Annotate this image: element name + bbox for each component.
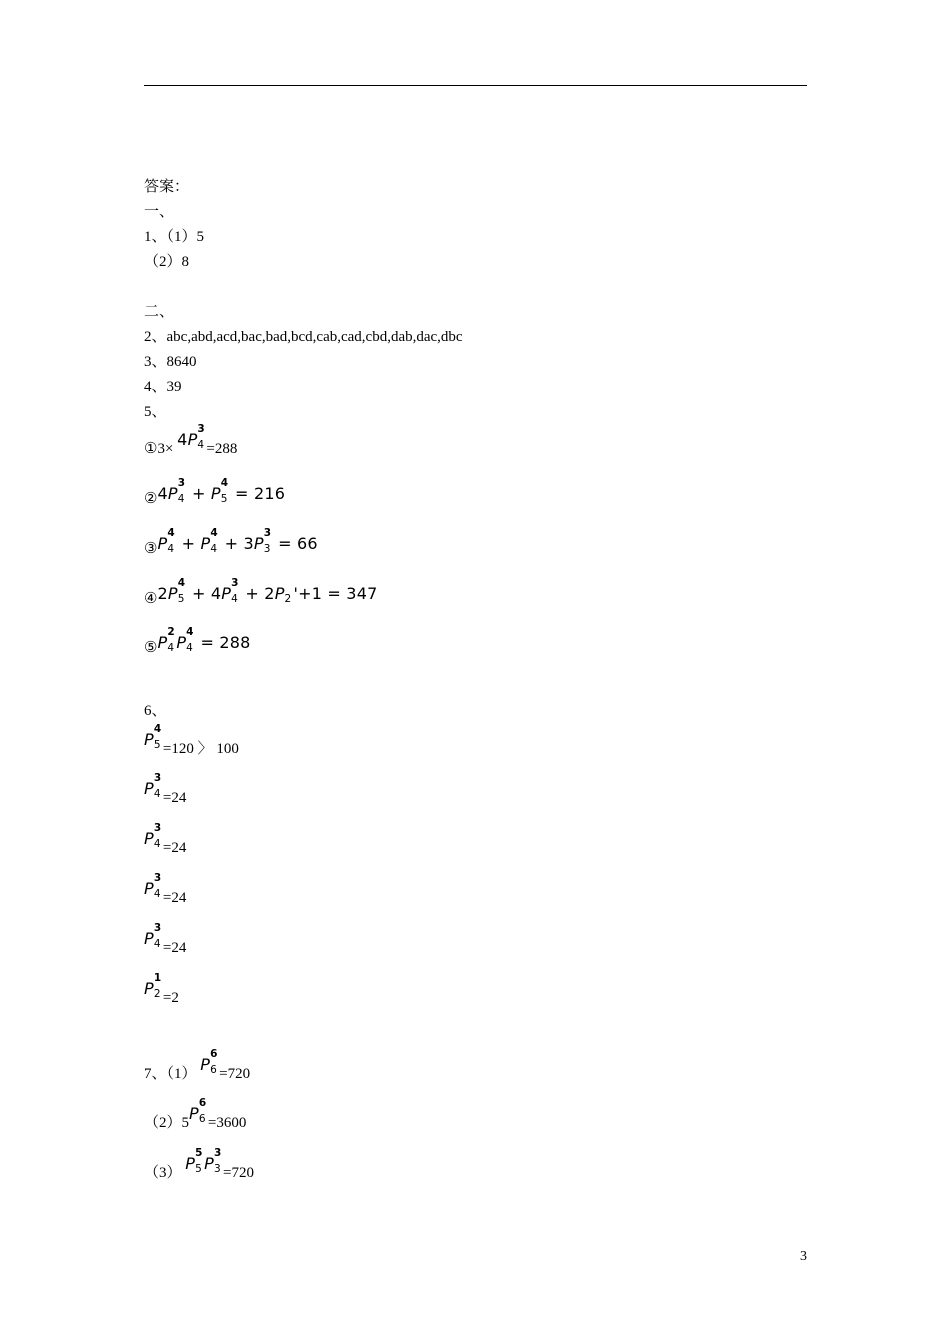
formula-image: P 4 4 + P 4 4 + 3P 3 3 = 66 <box>157 527 318 555</box>
circled-mark: ⑤ <box>144 640 158 656</box>
answer-6-item-1 <box>144 723 239 758</box>
answer-3: 3、8640 <box>144 354 197 370</box>
formula-image: P 5 5 P 3 3 <box>185 1147 222 1175</box>
circled-mark: ① <box>144 441 158 457</box>
circled-mark: ② <box>144 491 158 507</box>
label: （2）5 <box>144 1115 190 1131</box>
subscript: 4 <box>153 888 161 900</box>
subscript: 4 <box>197 439 205 451</box>
answer-5-item-2 <box>144 477 286 508</box>
superscript: 3 <box>153 822 162 834</box>
formula-image: P 6 6 <box>189 1097 207 1125</box>
label: （3） <box>144 1165 182 1181</box>
answer-5-item-4 <box>144 577 378 608</box>
result: =24 <box>162 940 187 956</box>
result: =288 <box>206 441 238 457</box>
coefficient: 4 <box>177 430 188 449</box>
formula-result: = 216 <box>235 484 286 503</box>
superscript: 1 <box>153 972 162 984</box>
section-one-heading: 一、 <box>144 204 175 220</box>
formula-image: P 2 4 P 4 4 = 288 <box>157 626 251 654</box>
answers-title: 答案： <box>144 179 190 195</box>
answer-6-heading: 6、 <box>144 703 167 719</box>
superscript: 3 <box>153 772 162 784</box>
formula-image: 4P 3 4 <box>177 429 206 449</box>
superscript: 3 <box>153 872 162 884</box>
answer-1-part-2: （2）8 <box>144 254 190 270</box>
answer-5-item-1 <box>144 423 238 458</box>
circled-mark: ④ <box>144 591 158 607</box>
formula-image: P 3 4 <box>144 928 163 948</box>
formula-result: = 288 <box>200 633 251 652</box>
answer-5-item-3 <box>144 527 318 558</box>
subscript: 2 <box>153 988 161 1000</box>
superscript: 4 <box>153 723 162 735</box>
result: =2 <box>162 990 179 1006</box>
label: 7、（1） <box>144 1066 197 1082</box>
answer-2: 2、abc,abd,acd,bac,bad,bcd,cab,cad,cbd,dab,dac,dbc <box>144 329 463 345</box>
answer-1-part-1: 1、（1）5 <box>144 229 205 245</box>
section-two-heading: 二、 <box>144 304 175 320</box>
page-number: 3 <box>800 1249 807 1264</box>
answer-6-item-5 <box>144 922 187 957</box>
subscript: 4 <box>153 788 161 800</box>
prefix: 3× <box>157 441 174 457</box>
circled-mark: ③ <box>144 541 158 557</box>
result: =720 <box>222 1165 254 1181</box>
answer-5-item-5 <box>144 626 251 657</box>
formula-image: P 1 2 <box>144 978 163 998</box>
formula-image: 4P 3 4 + P 4 5 = 216 <box>157 477 286 505</box>
answer-6-item-2 <box>144 772 187 807</box>
answer-6-item-4 <box>144 872 187 907</box>
result: =24 <box>162 890 187 906</box>
result: =24 <box>162 790 187 806</box>
result: =720 <box>219 1066 251 1082</box>
formula-image: P 6 6 <box>200 1048 218 1076</box>
formula-result: '+1 = 347 <box>293 584 378 603</box>
formula-image: P 3 4 <box>144 828 163 848</box>
answer-7-part-2 <box>144 1097 247 1132</box>
formula-image: P 3 4 <box>144 878 163 898</box>
result: =24 <box>162 840 187 856</box>
superscript: 3 <box>153 922 162 934</box>
formula-image: P 3 4 <box>144 778 163 798</box>
subscript: 4 <box>153 938 161 950</box>
answer-6-item-6 <box>144 972 179 1007</box>
result: =120 〉 100 <box>162 741 239 757</box>
formula-result: = 66 <box>278 534 318 553</box>
subscript: 5 <box>153 739 161 751</box>
answer-7-part-1 <box>144 1048 251 1083</box>
header-rule <box>144 85 807 86</box>
formula-image: P 4 5 <box>144 729 163 749</box>
formula-image: 2P 4 5 + 4P 3 4 + 2P 2 '+1 = 347 <box>157 577 378 605</box>
subscript: 4 <box>153 838 161 850</box>
answer-6-item-3 <box>144 822 187 857</box>
result: =3600 <box>207 1115 247 1131</box>
superscript: 3 <box>197 423 205 435</box>
answer-5-heading: 5、 <box>144 404 167 420</box>
answer-4: 4、39 <box>144 379 182 395</box>
answer-7-part-3 <box>144 1147 254 1182</box>
